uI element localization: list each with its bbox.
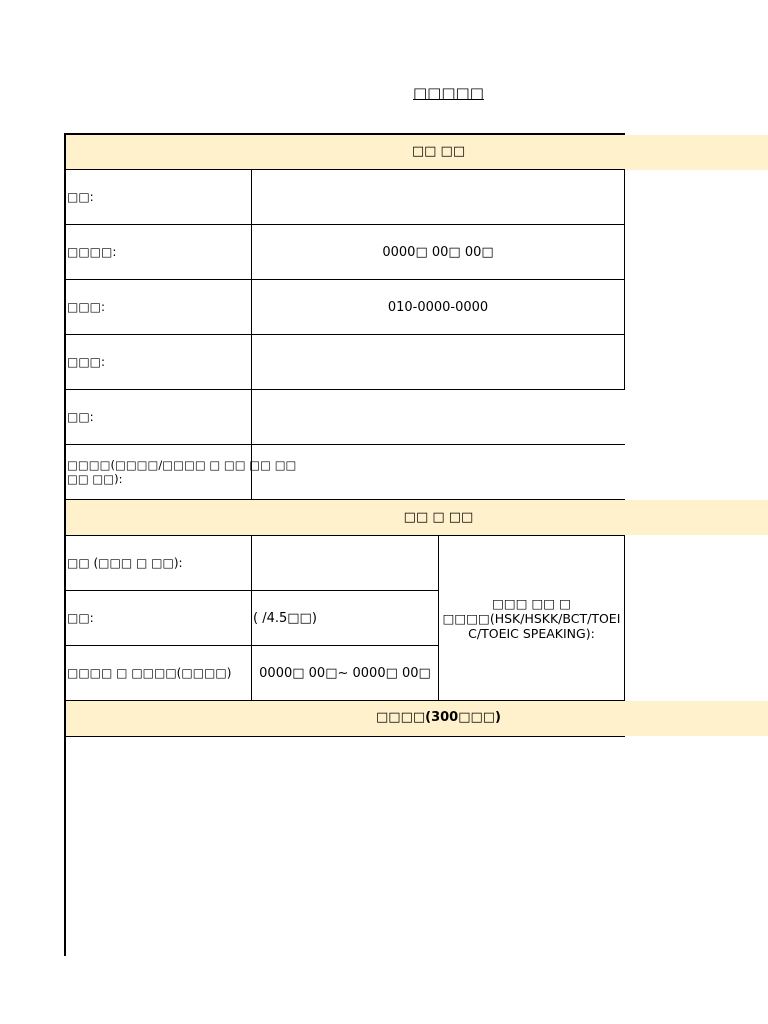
name-label: □□: [67,190,94,204]
document-title: □□□□□ [413,84,484,102]
period-label: □□□□ □ □□□□(□□□□) [67,666,232,680]
email-label: □□□: [67,355,106,369]
language-cert-cell[interactable] [439,536,624,700]
language-line2: □□□□(HSK/HSKK/BCT/TOEI [442,610,621,626]
email-value[interactable] [252,335,624,389]
birthdate-label: □□□□: [67,245,117,259]
gpa-label: □□: [67,611,94,625]
row-divider [66,736,625,737]
phone-value[interactable]: 010-0000-0000 [387,299,489,315]
extra-value[interactable] [252,445,624,499]
language-line1: □□□ □□ □ [492,595,571,611]
extra-label-line1: □□□□(□□□□/□□□□ □ □□ □□ □□ [67,458,297,472]
section-title-intro: □□□□(300□□□) [376,710,501,725]
period-value[interactable]: 0000□ 00□~ 0000□ 00□ [259,665,431,681]
right-border [624,169,625,390]
address-value[interactable] [252,390,624,444]
phone-label: □□□: [67,300,106,314]
extra-label [67,445,297,499]
gpa-value[interactable]: ( /4.5□□) [253,610,317,626]
birthdate-value[interactable]: 0000□ 00□ 00□ [382,244,494,260]
intro-text-area[interactable] [67,738,623,954]
school-label: □□ (□□□ □ □□): [67,556,183,570]
school-value[interactable] [252,536,438,590]
extra-label-line2: □□ □□): [67,472,123,486]
section-title-education: □□ □ □□ [403,510,474,525]
address-label: □□: [67,410,94,424]
section-title-basic: □□ □□ [411,144,466,159]
right-border [624,535,625,701]
name-value[interactable] [252,170,624,224]
language-line3: C/TOEIC SPEAKING): [468,625,595,641]
left-border [64,133,66,956]
